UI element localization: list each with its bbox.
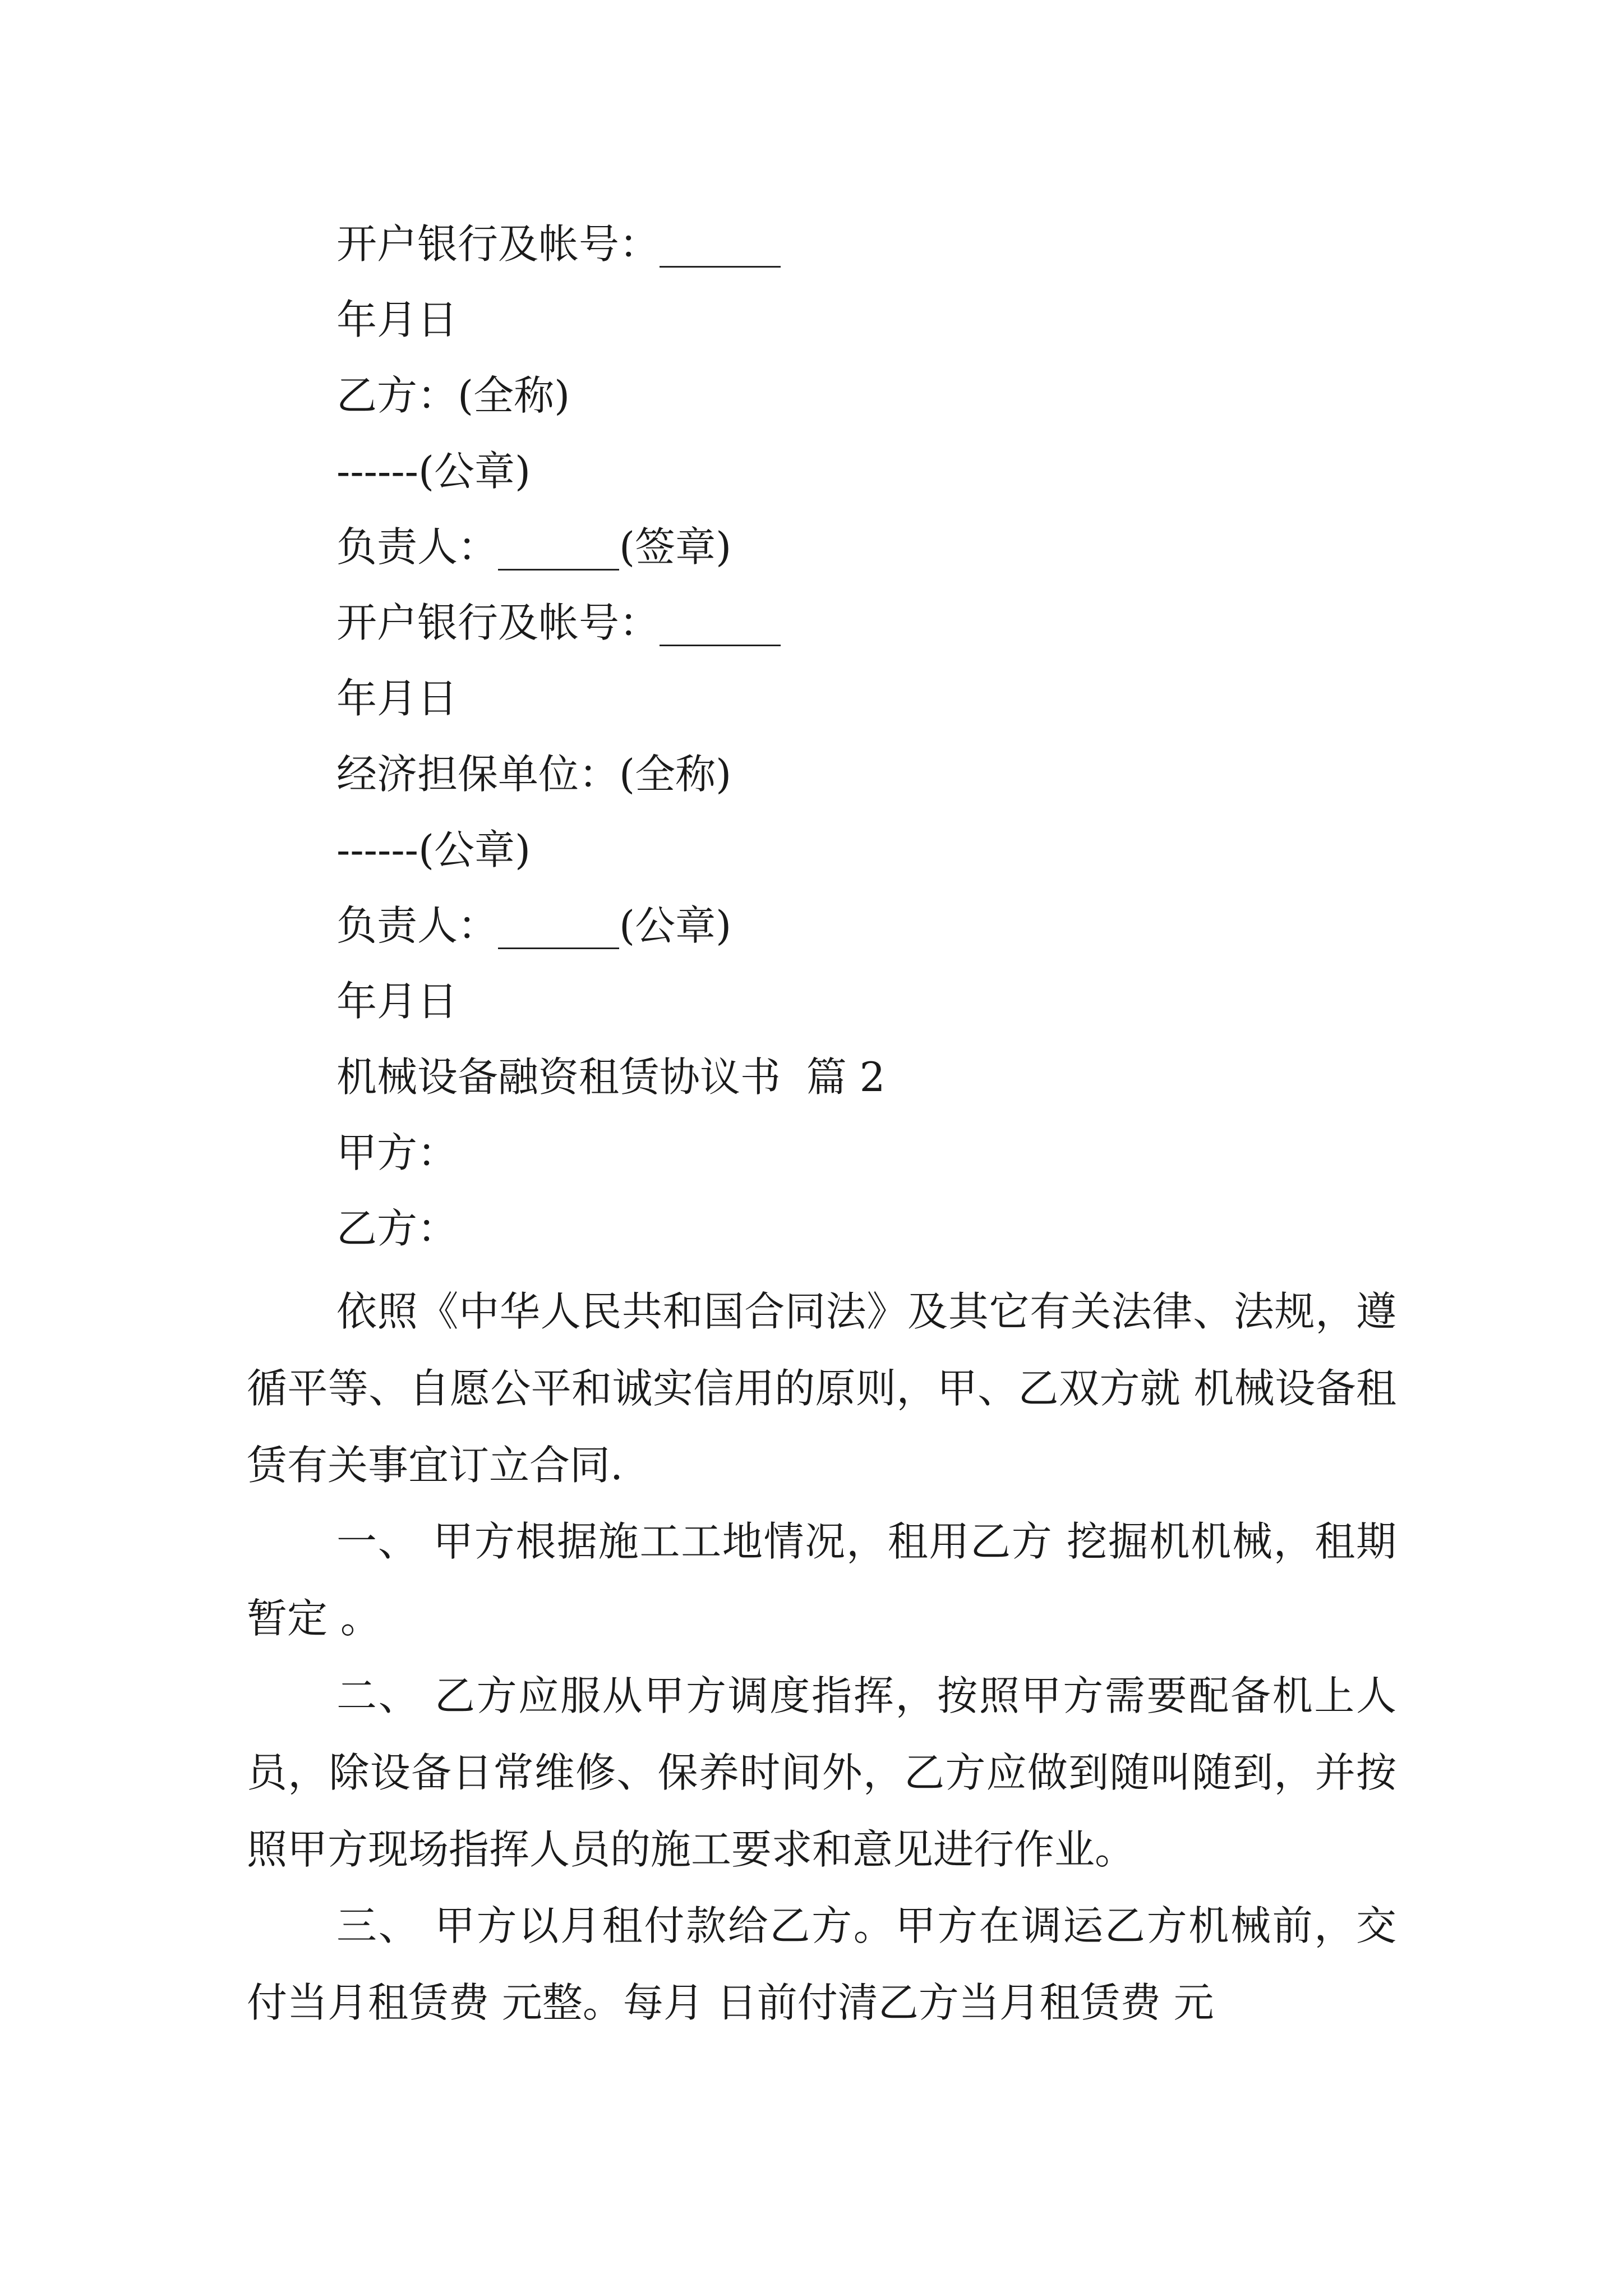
party-b-label: 乙方： <box>336 1205 458 1252</box>
guarantor-date: 年月日 <box>336 978 458 1025</box>
preamble-paragraph: 依照《中华人民共和国合同法》及其它有关法律、法规，遵循平等、自愿公平和诚实信用的原则，甲、乙双方就 机械设备租赁有关事宜订立合同. <box>247 1288 1396 1489</box>
clause-2-paragraph: 二、 乙方应服从甲方调度指挥，按照甲方需要配备机上人员，除设备日常维修、保养时间外，乙方应做到随叫随到，并按照甲方现场指挥人员的施工要求和意见进行作业。 <box>247 1672 1396 1873</box>
party-b-seal: ------(公章) <box>336 448 531 495</box>
party-b-responsible-person: 负责人：______(签章) <box>336 523 732 570</box>
guarantor-seal: ------(公章) <box>336 826 531 873</box>
party-b-bank-account: 开户银行及帐号：______ <box>336 599 781 646</box>
guarantor-fullname: 经济担保单位：(全称) <box>336 751 732 798</box>
party-b-date: 年月日 <box>336 675 458 722</box>
section-heading: 机械设备融资租赁协议书 篇 2 <box>336 1053 886 1101</box>
party-b-fullname: 乙方：(全称) <box>336 372 570 419</box>
clause-1-paragraph: 一、 甲方根据施工工地情况，租用乙方 挖掘机机械，租期暂定 。 <box>247 1518 1396 1642</box>
party-a-date: 年月日 <box>336 296 458 343</box>
guarantor-responsible-person: 负责人：______(公章) <box>336 902 732 949</box>
clause-3-paragraph: 三、 甲方以月租付款给乙方。甲方在调运乙方机械前，交付当月租赁费 元整。每月 日前付清乙方当月租赁费 元 <box>247 1902 1396 2026</box>
party-a-bank-account: 开户银行及帐号：______ <box>336 220 781 268</box>
party-a-label: 甲方： <box>336 1129 458 1176</box>
